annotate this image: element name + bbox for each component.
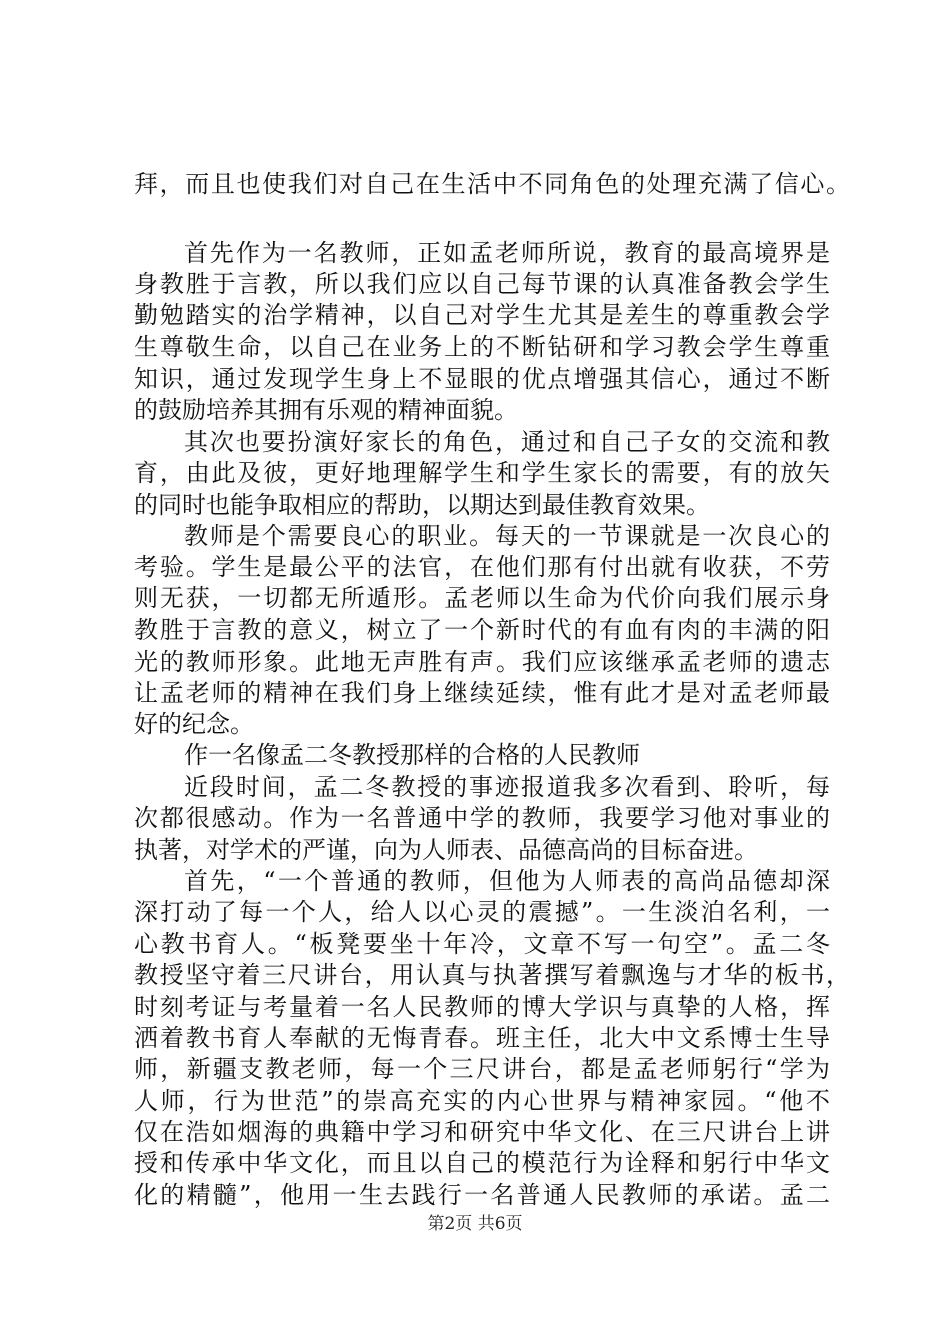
text-line: 心教书育人。“板凳要坐十年冷，文章不写一句空”。孟二冬 [134, 930, 830, 958]
text-line: 则无获，一切都无所遁形。孟老师以生命为代价向我们展示身 [134, 584, 830, 612]
text-line: 身教胜于言教，所以我们应以自己每节课的认真准备教会学生 [134, 270, 830, 298]
text-line: 深打动了每一个人，给人以心灵的震撼”。一生淡泊名利，一 [134, 898, 830, 926]
text-line: 仅在浩如烟海的典籍中学习和研究中华文化、在三尺讲台上讲 [134, 1118, 830, 1146]
text-line: 作一名像孟二冬教授那样的合格的人民教师 [184, 741, 640, 769]
text-line: 好的纪念。 [134, 710, 254, 738]
text-line: 首先，“一个普通的教师，但他为人师表的高尚品德却深 [184, 867, 830, 895]
text-line: 近段时间，孟二冬教授的事迹报道我多次看到、聆听，每 [184, 773, 830, 801]
text-line: 的同时也能争取相应的帮助，以期达到最佳教育效果。 [134, 491, 710, 519]
text-line: 教授坚守着三尺讲台，用认真与执著撰写着飘逸与才华的板书， [134, 961, 850, 989]
text-line: 光的教师形象。此地无声胜有声。我们应该继承孟老师的遗志 [134, 648, 830, 676]
page-footer: 第2页 共6页 [427, 1214, 523, 1234]
text-line: 执著，对学术的严谨，向为人师表、品德高尚的目标奋进。 [134, 836, 758, 864]
text-line: 让孟老师的精神在我们身上继续延续，惟有此才是对孟老师最 [134, 679, 830, 707]
text-line: 生尊敬生命，以自己在业务上的不断钻研和学习教会学生尊重 [134, 333, 830, 361]
text-line: 的鼓励培养其拥有乐观的精神面貌。 [134, 396, 518, 424]
text-line: 教胜于言教的意义，树立了一个新时代的有血有肉的丰满的阳 [134, 616, 830, 644]
text-line: 化的精髓”，他用一生去践行一名普通人民教师的承诺。孟二 [134, 1181, 830, 1209]
text-line: 洒着教书育人奉献的无悔青春。班主任，北大中文系博士生导 [134, 1024, 830, 1052]
text-line: 授和传承中华文化，而且以自己的模范行为诠释和躬行中华文 [134, 1149, 830, 1177]
text-line: 时刻考证与考量着一名人民教师的博大学识与真挚的人格，挥 [134, 993, 830, 1021]
text-line: 拜，而且也使我们对自己在生活中不同角色的处理充满了信心。 [134, 170, 850, 198]
text-line: 考验。学生是最公平的法官，在他们那有付出就有收获，不劳 [134, 553, 830, 581]
text-line: 育，由此及彼，更好地理解学生和学生家长的需要，有的放矢 [134, 459, 830, 487]
text-line: 知识，通过发现学生身上不显眼的优点增强其信心，通过不断 [134, 365, 830, 393]
text-line: 人师，行为世范”的崇高充实的内心世界与精神家园。“他不 [134, 1087, 830, 1115]
text-line: 师，新疆支教老师，每一个三尺讲台，都是孟老师躬行“学为 [134, 1055, 830, 1083]
text-line: 其次也要扮演好家长的角色，通过和自己子女的交流和教 [184, 428, 830, 456]
text-line: 教师是个需要良心的职业。每天的一节课就是一次良心的 [184, 522, 830, 550]
text-line: 勤勉踏实的治学精神，以自己对学生尤其是差生的尊重教会学 [134, 301, 830, 329]
text-line: 首先作为一名教师，正如孟老师所说，教育的最高境界是 [184, 239, 830, 267]
text-line: 次都很感动。作为一名普通中学的教师，我要学习他对事业的 [134, 804, 830, 832]
